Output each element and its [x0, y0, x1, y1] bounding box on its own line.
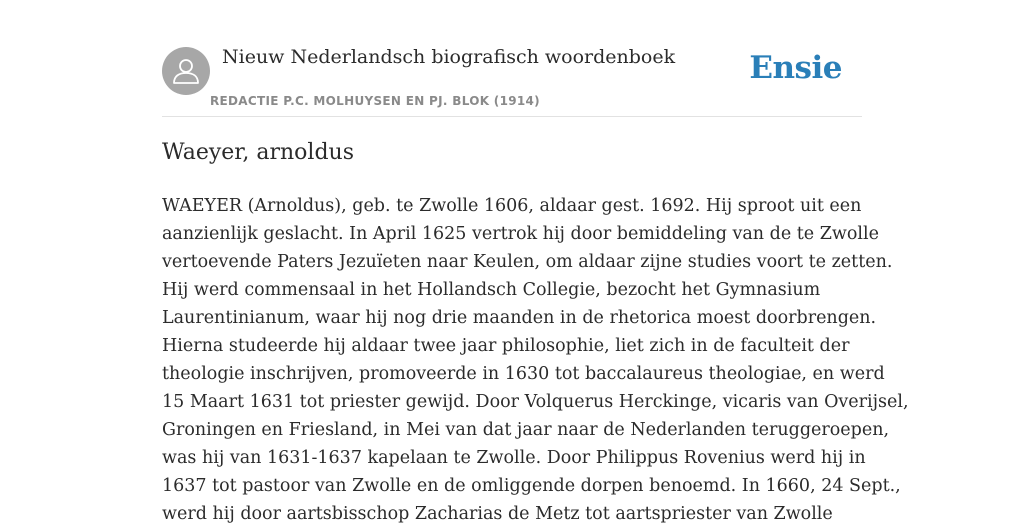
entry-body-line: vertoevende Paters Jezuïeten naar Keulen, om aldaar zijne studies voort te zetten. [162, 252, 893, 272]
entry-body-line: 15 Maart 1631 tot priester gewijd. Door Volquerus Herckinge, vicaris van Overijsel, [162, 392, 909, 412]
entry-body-line: Laurentinianum, waar hij nog drie maanden in de rhetorica moest doorbrengen. [162, 308, 877, 328]
entry-body-line: Groningen en Friesland, in Mei van dat jaar naar de Nederlanden teruggeroepen, [162, 420, 890, 440]
entry-body-line: was hij van 1631-1637 kapelaan te Zwolle. Door Philippus Rovenius werd hij in [162, 448, 866, 468]
avatar [162, 47, 210, 95]
entry-body-line: Hierna studeerde hij aldaar twee jaar philosophie, liet zich in de faculteit der [162, 336, 850, 356]
entry-title: Waeyer, arnoldus [162, 140, 354, 165]
user-silhouette-icon [162, 47, 210, 95]
entry-body-line: 1637 tot pastoor van Zwolle en de omliggende dorpen benoemd. In 1660, 24 Sept., [162, 476, 901, 496]
ensie-logo[interactable]: Ensie [749, 50, 842, 86]
entry-body-line: theologie inschrijven, promoveerde in 1630 tot baccalaureus theologiae, en werd [162, 364, 885, 384]
entry-body-line: WAEYER (Arnoldus), geb. te Zwolle 1606, aldaar gest. 1692. Hij sproot uit een [162, 196, 862, 216]
entry-body-line: Hij werd commensaal in het Hollandsch Collegie, bezocht het Gymnasium [162, 280, 821, 300]
book-header [162, 44, 862, 117]
entry-body [162, 192, 909, 528]
entry-body-line: werd hij door aartsbisschop Zacharias de Metz tot aartspriester van Zwolle [162, 504, 833, 524]
book-editors: REDACTIE P.C. MOLHUYSEN EN PJ. BLOK (1914) [210, 94, 540, 108]
book-title[interactable]: Nieuw Nederlandsch biografisch woordenboek [222, 46, 676, 68]
entry-body-line: aanzienlijk geslacht. In April 1625 vertrok hij door bemiddeling van de te Zwolle [162, 224, 879, 244]
